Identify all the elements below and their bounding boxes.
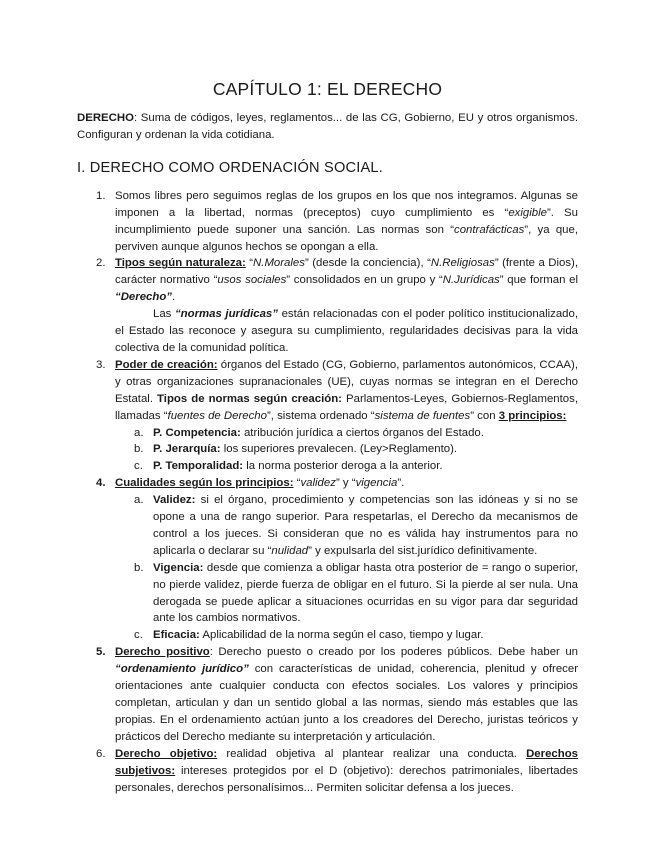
- main-list: [77, 188, 578, 797]
- item-heading: Cualidades según los principios:: [115, 477, 294, 490]
- sub-list: [115, 425, 578, 476]
- item-heading-2: Derechos subjetivos:: [115, 747, 578, 777]
- item-2-paragraph: Las “normas jurídicas” están relacionadas con el poder político institucionalizado, el Estado las reconoce y asegura su cumplimiento, regularidades decisivas para la vida colectiva de la comunidad política.: [115, 308, 578, 354]
- sub-item: a. Validez: si el órgano, procedimiento y competencias son las idóneas y si no se opone a una de rango superior. Para respetarlas, el Derecho da mecanismos de control a los jueces. Si consideran que no es válida hay instrumentos para no aplicarla o declarar su “nulidad” y expulsarla del sist.jurídico definitivamente.: [134, 494, 578, 557]
- list-item-6: 6. Derecho objetivo: realidad objetiva al plantear realizar una conducta. Derechos subjetivos: intereses protegidos por el D (objetivo): derechos patrimoniales, libertades personales, derechos personalísimos... Permiten solicitar defensa a los jueces.: [96, 747, 578, 794]
- item-heading: Derecho objetivo:: [115, 747, 218, 760]
- list-item-1: 1. Somos libres pero seguimos reglas de los grupos en los que nos integramos. Algunas se imponen a la libertad, normas (preceptos) cuyo cumplimiento es “exigible”. Su incumplimiento puede suponer una sanción. Las normas son “contrafácticas”, ya que, perviven aunque algunos hechos se opongan a ella.: [96, 189, 578, 253]
- item-heading: Derecho positivo: [115, 646, 210, 659]
- list-item-3: 3. Poder de creación: órganos del Estado (CG, Gobierno, parlamentos autonómicos, CCAA), y otras organizaciones supranacionales (UE), cuyas normas se integran en el Derecho Estatal. Tipos de normas según creación: Parlamentos-Leyes, Gobiernos-Reglamentos, llamadas “fuentes de Derecho”, sistema ordenado “sistema de fuentes” con 3 principios: a. P. Competencia: atribución jurídica a ciertos órganos del Estado. b. P. Jerarquía: los superiores prevalecen. (Ley>Reglamento). c. P. Temporalidad: la norma posterior deroga a la anterior.: [77, 357, 578, 475]
- item-heading: Tipos según naturaleza:: [115, 257, 246, 270]
- list-item-5: 5. Derecho positivo: Derecho puesto o creado por los poderes públicos. Debe haber un “ordenamiento jurídico” con características de unidad, coherencia, plenitud y ofrecer orientaciones ante cualquier conducta con efectos sociales. Los valores y principios completan, articulan y dan un sentido global a las normas, siendo más estables que las propias. En el ordenamiento actúan junto a los creadores del Derecho, juristas teóricos y prácticos del Derecho mediante su interpretación y articulación.: [96, 646, 578, 743]
- list-item-4: 4. Cualidades según los principios: “validez” y “vigencia”. a. Validez: si el órgano, procedimiento y competencias son las idóneas y si no se opone a una de rango superior. Para respetarlas, el Derecho da mecanismos de control a los jueces. Si consideran que no es válida hay instrumentos para no aplicarla o declarar su “nulidad” y expulsarla del sist.jurídico definitivamente. b. Vigencia: desde que comienza a obligar hasta otra posterior de = rango o superior, no pierde validez, pierde fuerza de obligar en el futuro. Si la pierde al ser nula. Una derogada se puede aplicar a situaciones ocurridas en su vigor para dar seguridad ante los cambios normativos. c. Eficacia: Aplicabilidad de la norma según el caso, tiempo y lugar.: [77, 475, 578, 644]
- sub-item: c. Eficacia: Aplicabilidad de la norma según el caso, tiempo y lugar.: [134, 629, 484, 642]
- item-heading: Poder de creación:: [115, 358, 218, 371]
- intro-paragraph: DERECHO: Suma de códigos, leyes, reglamentos... de las CG, Gobierno, EU y otros organismos. Configuran y ordenan la vida cotidiana.: [77, 112, 578, 141]
- intro-term: DERECHO: [77, 112, 134, 124]
- chapter-title: CAPÍTULO 1: EL DERECHO: [212, 79, 443, 99]
- sub-item: b. Vigencia: desde que comienza a obligar hasta otra posterior de = rango o superior, no pierde validez, pierde fuerza de obligar en el futuro. Si la pierde al ser nula. Una derogada se puede aplicar a situaciones ocurridas en su vigor para dar seguridad ante los cambios normativos.: [134, 561, 578, 625]
- sub-item: b. P. Jerarquía: los superiores prevalecen. (Ley>Reglamento).: [134, 443, 458, 456]
- sub-item: c. P. Temporalidad: la norma posterior deroga a la anterior.: [134, 460, 443, 473]
- sub-item: a. P. Competencia: atribución jurídica a ciertos órganos del Estado.: [134, 426, 484, 439]
- list-item-2: 2. Tipos según naturaleza: “N.Morales” (desde la conciencia), “N.Religiosas” (frente a Dios), carácter normativo “usos sociales” consolidados en un grupo y “N.Jurídicas” que forman el “Derecho”. Las “normas jurídicas” están relacionadas con el poder político institucionalizado, el Estado las reconoce y asegura su cumplimiento, regularidades decisivas para la vida colectiva de la comunidad política.: [77, 255, 578, 356]
- section-heading: I. DERECHO COMO ORDENACIÓN SOCIAL.: [77, 159, 384, 176]
- sub-list: [115, 492, 578, 644]
